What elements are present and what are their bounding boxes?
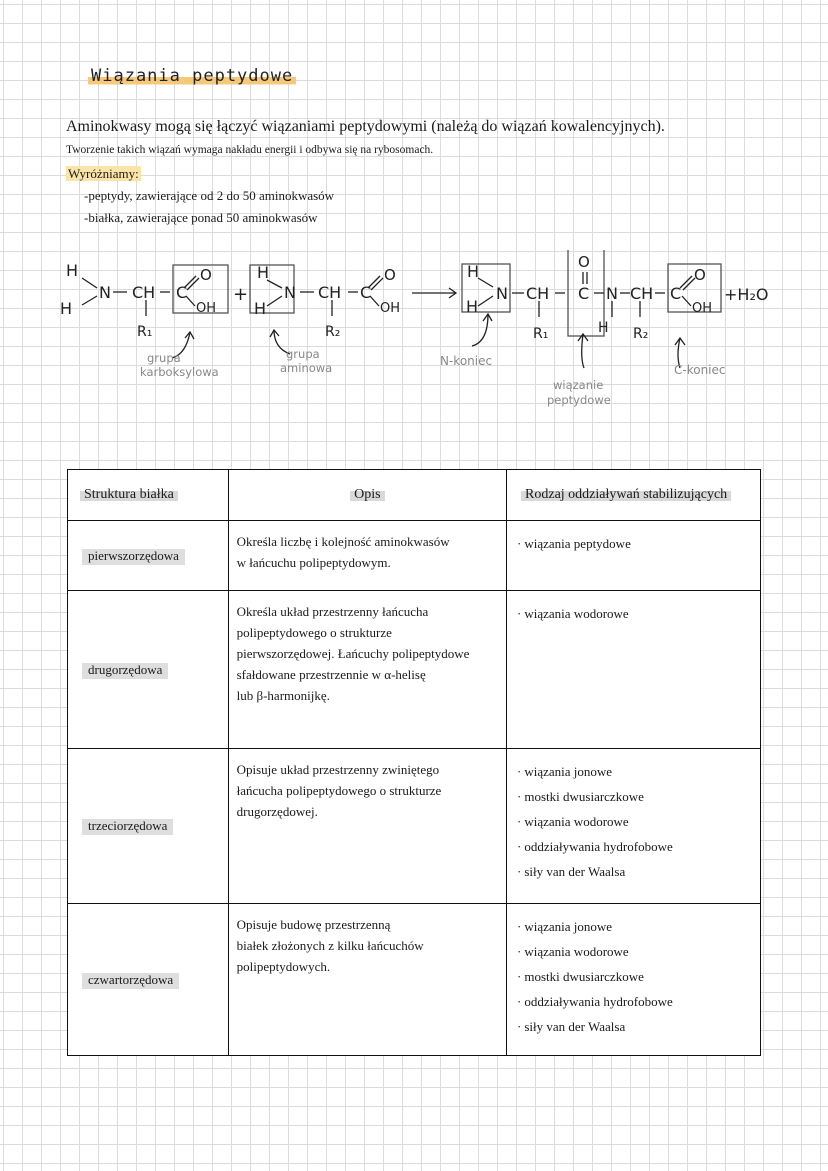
structure-name: trzeciorzędowa bbox=[68, 749, 229, 904]
atom-label: N bbox=[606, 284, 618, 303]
atom-label: C bbox=[360, 283, 372, 302]
stabilizing-forces: · wiązania jonowe · mostki dwusiarczkowe · wiązania wodorowe · oddziaływania hydrofobowe · siły van der Waalsa bbox=[507, 749, 761, 904]
atom-label: C bbox=[176, 283, 188, 302]
atom-label: H bbox=[257, 263, 270, 282]
intro-section bbox=[66, 118, 786, 232]
atom-label: CH bbox=[132, 283, 156, 302]
structure-description: Opisuje budowę przestrzenną białek złożonych z kilku łańcuchów polipeptydowych. bbox=[228, 904, 506, 1056]
table-row bbox=[68, 521, 761, 591]
label-c-end: C-koniec bbox=[674, 363, 726, 377]
atom-label: O bbox=[578, 253, 590, 271]
intro-heading: Wyróżniamy: bbox=[68, 166, 139, 181]
atom-label: H bbox=[466, 297, 479, 316]
atom-label: C bbox=[578, 284, 590, 303]
water-product: +H₂O bbox=[724, 285, 769, 304]
structure-description: Opisuje układ przestrzenny zwiniętego łańcucha polipeptydowego o strukturze drugorzędowej. bbox=[228, 749, 506, 904]
atom-label: N bbox=[99, 283, 111, 302]
label-carboxyl-group: karboksylowa bbox=[140, 365, 219, 379]
label-peptide-bond: peptydowe bbox=[547, 393, 611, 407]
atom-label: H bbox=[254, 299, 267, 318]
label-peptide-bond: wiązanie bbox=[553, 378, 604, 392]
column-header: Opis bbox=[228, 470, 506, 521]
stabilizing-forces: · wiązania wodorowe bbox=[507, 591, 761, 749]
stabilizing-forces: · wiązania jonowe · wiązania wodorowe · mostki dwusiarczkowe · oddziaływania hydrofobowe · siły van der Waalsa bbox=[507, 904, 761, 1056]
atom-label: H bbox=[467, 262, 480, 281]
atom-label: R₂ bbox=[633, 326, 649, 342]
column-header: Struktura białka bbox=[68, 470, 229, 521]
atom-label: OH bbox=[196, 301, 217, 316]
atom-label: R₁ bbox=[533, 326, 549, 342]
atom-label: N bbox=[284, 283, 296, 302]
intro-bullet: -peptydy, zawierające od 2 do 50 aminokwasów bbox=[84, 188, 335, 203]
atom-label: O bbox=[384, 266, 396, 284]
atom-label: H bbox=[66, 261, 79, 280]
structure-name: pierwszorzędowa bbox=[68, 521, 229, 591]
atom-label: H bbox=[60, 299, 73, 318]
atom-label: R₁ bbox=[137, 324, 153, 340]
atom-label: CH bbox=[318, 283, 342, 302]
table-row bbox=[68, 591, 761, 749]
atom-label: O bbox=[200, 266, 212, 284]
intro-bullet: -białka, zawierające ponad 50 aminokwasów bbox=[84, 210, 318, 225]
column-header: Rodzaj oddziaływań stabilizujących bbox=[507, 470, 761, 521]
atom-label: O bbox=[694, 266, 706, 284]
atom-label: N bbox=[496, 284, 508, 303]
plus-sign: + bbox=[233, 284, 249, 305]
atom-label: CH bbox=[630, 284, 654, 303]
table-row bbox=[68, 904, 761, 1056]
table-row bbox=[68, 749, 761, 904]
structure-name: czwartorzędowa bbox=[68, 904, 229, 1056]
table-header-row bbox=[68, 470, 761, 521]
structure-description: Określa liczbę i kolejność aminokwasów w łańcuchu polipeptydowym. bbox=[228, 521, 506, 591]
atom-label: R₂ bbox=[325, 324, 341, 340]
label-amino-group: aminowa bbox=[280, 361, 333, 375]
protein-structure-table bbox=[67, 469, 761, 1056]
atom-label: H bbox=[598, 320, 609, 336]
atom-label: CH bbox=[526, 284, 550, 303]
peptide-reaction-diagram bbox=[0, 250, 828, 415]
atom-label: OH bbox=[692, 301, 713, 316]
label-n-end: N-koniec bbox=[440, 354, 493, 368]
atom-label: OH bbox=[380, 301, 401, 316]
page-title: Wiązania peptydowe bbox=[88, 66, 296, 86]
atom-label: C bbox=[670, 284, 682, 303]
intro-line: Aminokwasy mogą się łączyć wiązaniami peptydowymi (należą do wiązań kowalencyjnych). bbox=[66, 118, 665, 135]
label-amino-group: grupa bbox=[286, 347, 320, 361]
intro-line: Tworzenie takich wiązań wymaga nakładu energii i odbywa się na rybosomach. bbox=[66, 144, 434, 156]
stabilizing-forces: · wiązania peptydowe bbox=[507, 521, 761, 591]
label-carboxyl-group: grupa bbox=[147, 351, 181, 365]
structure-name: drugorzędowa bbox=[68, 591, 229, 749]
structure-description: Określa układ przestrzenny łańcucha polipeptydowego o strukturze pierwszorzędowej. Łańcuchy polipeptydowe sfałdowane przestrzennie w α-helisę lub β-harmonijkę. bbox=[228, 591, 506, 749]
